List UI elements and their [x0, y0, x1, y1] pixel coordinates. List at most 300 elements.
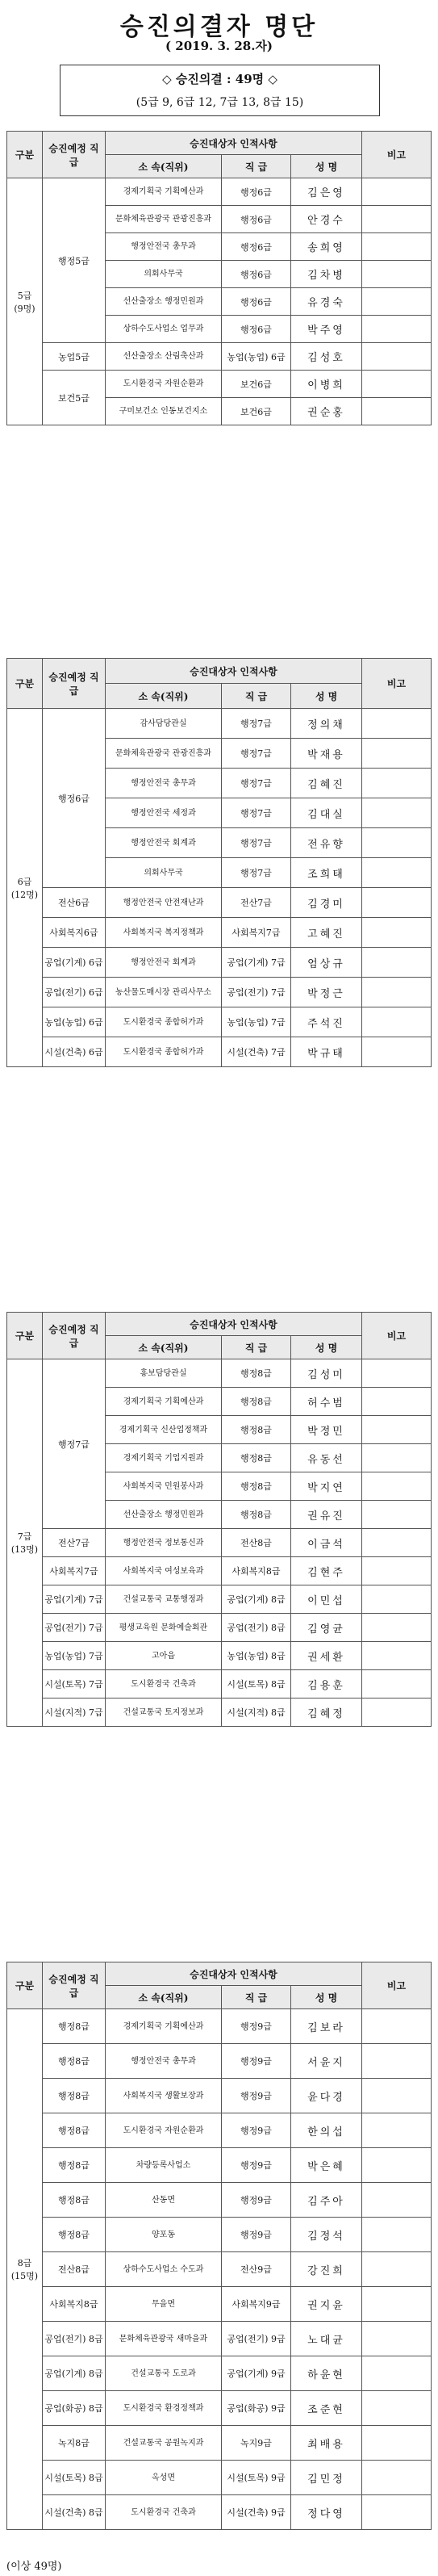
- person-name: 김혜진: [291, 769, 362, 798]
- header-row: [7, 132, 432, 155]
- grade-cell: 행정8급: [222, 1501, 291, 1529]
- dept-cell: 건설교통국 공원녹지과: [106, 2426, 222, 2461]
- table-row: [7, 2183, 432, 2218]
- dept-cell: 양포동: [106, 2218, 222, 2252]
- grade-cell: 농업(농업) 6급: [222, 343, 291, 371]
- date-line: ( 2019. 3. 28.자): [165, 39, 273, 53]
- header-note: 비고: [362, 132, 432, 178]
- header-row: [7, 1313, 432, 1336]
- dept-cell: 행정안전국 세정과: [106, 798, 222, 828]
- grade-cell: 행정7급: [222, 709, 291, 739]
- table-row: [7, 1007, 432, 1037]
- person-name: 전유향: [291, 828, 362, 858]
- table-row: [7, 2322, 432, 2356]
- grade-cell: 행정7급: [222, 769, 291, 798]
- dept-cell: 경제기획국 기업지원과: [106, 1444, 222, 1472]
- grade-cell: 공업(전기) 7급: [222, 978, 291, 1007]
- table-row: [7, 1614, 432, 1642]
- person-name: 강진희: [291, 2252, 362, 2287]
- summary-total: ◇ 승진의결 : 49명 ◇: [162, 72, 277, 86]
- person-name: 김보라: [291, 2009, 362, 2044]
- person-name: 박규태: [291, 1037, 362, 1067]
- header-name: 성 명: [291, 1336, 362, 1359]
- person-name: 김은영: [291, 178, 362, 206]
- header-position: 승진예정 직 급: [43, 1962, 106, 2009]
- dept-cell: 행정안전국 회계과: [106, 948, 222, 978]
- dept-cell: 고아읍: [106, 1642, 222, 1670]
- grade-cell: 공업(전기) 8급: [222, 1614, 291, 1642]
- header-target-info: 승진대상자 인적사항: [106, 132, 362, 155]
- dept-cell: 구미보건소 인동보건지소: [106, 398, 222, 425]
- position-cell: 공업(전기) 6급: [43, 978, 106, 1007]
- grade-cell: 공업(기계) 9급: [222, 2356, 291, 2391]
- position-cell: 공업(전기) 7급: [43, 1614, 106, 1642]
- note-cell: [362, 828, 432, 858]
- person-name: 조희태: [291, 858, 362, 888]
- person-name: 노대균: [291, 2322, 362, 2356]
- dept-cell: 산동면: [106, 2183, 222, 2218]
- header-row: [7, 659, 432, 684]
- header-dept: 소 속(직위): [106, 1986, 222, 2009]
- position-cell: 행정7급: [43, 1359, 106, 1529]
- position-cell: 사회복지8급: [43, 2287, 106, 2322]
- grade-cell: 전산7급: [222, 888, 291, 918]
- dept-cell: 농산물도매시장 관리사무소: [106, 978, 222, 1007]
- position-cell: 전산7급: [43, 1529, 106, 1557]
- position-cell: 농업(농업) 7급: [43, 1642, 106, 1670]
- dept-cell: 홍보담당관실: [106, 1359, 222, 1388]
- header-target-info: 승진대상자 인적사항: [106, 1313, 362, 1336]
- note-cell: [362, 371, 432, 398]
- person-name: 하윤현: [291, 2356, 362, 2391]
- person-name: 김용훈: [291, 1670, 362, 1698]
- position-cell: 행정8급: [43, 2044, 106, 2079]
- header-grade: 직 급: [222, 684, 291, 709]
- person-name: 김경미: [291, 888, 362, 918]
- table-row: [7, 371, 432, 398]
- header-name: 성 명: [291, 155, 362, 178]
- grade-cell: 행정7급: [222, 858, 291, 888]
- note-cell: [362, 1388, 432, 1416]
- grade-cell: 행정9급: [222, 2183, 291, 2218]
- dept-cell: 무을면: [106, 2287, 222, 2322]
- grade-cell: 행정8급: [222, 1472, 291, 1501]
- table-row: [7, 178, 432, 206]
- note-cell: [362, 1698, 432, 1727]
- grade-cell: 농업(농업) 8급: [222, 1642, 291, 1670]
- person-name: 최배용: [291, 2426, 362, 2461]
- grade-cell: 행정7급: [222, 739, 291, 769]
- person-name: 송희영: [291, 233, 362, 261]
- grade-cell: 행정8급: [222, 1388, 291, 1416]
- person-name: 권순홍: [291, 398, 362, 425]
- dept-cell: 건설교통국 토지정보과: [106, 1698, 222, 1727]
- header-row: [7, 1962, 432, 1986]
- grade-cell: 행정8급: [222, 1416, 291, 1444]
- dept-cell: 선산출장소 산림축산과: [106, 343, 222, 371]
- position-cell: 보건5급: [43, 371, 106, 425]
- person-name: 권지윤: [291, 2287, 362, 2322]
- note-cell: [362, 178, 432, 206]
- dept-cell: 경제기획국 기획예산과: [106, 2009, 222, 2044]
- grade-cell: 행정6급: [222, 316, 291, 343]
- grade-cell: 시설(건축) 7급: [222, 1037, 291, 1067]
- footer-note: (이상 49명): [6, 2561, 62, 2573]
- person-name: 김민정: [291, 2461, 362, 2495]
- position-cell: 녹지8급: [43, 2426, 106, 2461]
- table-row: [7, 2356, 432, 2391]
- dept-cell: 행정안전국 회계과: [106, 828, 222, 858]
- dept-cell: 상하수도사업소 업무과: [106, 316, 222, 343]
- grade-cell: 행정9급: [222, 2218, 291, 2252]
- dept-cell: 옥성면: [106, 2461, 222, 2495]
- person-name: 유경숙: [291, 288, 362, 316]
- dept-cell: 선산출장소 행정민원과: [106, 288, 222, 316]
- note-cell: [362, 798, 432, 828]
- note-cell: [362, 709, 432, 739]
- section-table: [6, 1962, 432, 2530]
- note-cell: [362, 206, 432, 233]
- table-row: [7, 2044, 432, 2079]
- header-name: 성 명: [291, 684, 362, 709]
- grade-cell: 사회복지8급: [222, 1557, 291, 1585]
- person-name: 이금석: [291, 1529, 362, 1557]
- grade-cell: 공업(기계) 8급: [222, 1585, 291, 1614]
- position-cell: 사회복지6급: [43, 918, 106, 948]
- table-row: [7, 2079, 432, 2113]
- position-cell: 시설(건축) 6급: [43, 1037, 106, 1067]
- dept-cell: 도시환경국 자원순환과: [106, 371, 222, 398]
- header-dept: 소 속(직위): [106, 1336, 222, 1359]
- position-cell: 시설(건축) 8급: [43, 2495, 106, 2530]
- note-cell: [362, 1416, 432, 1444]
- table-row: [7, 2495, 432, 2530]
- person-name: 김주아: [291, 2183, 362, 2218]
- position-cell: 공업(기계) 6급: [43, 948, 106, 978]
- header-grade: 직 급: [222, 1336, 291, 1359]
- person-name: 주석진: [291, 1007, 362, 1037]
- grade-cell: 행정6급: [222, 288, 291, 316]
- table-row: [7, 1529, 432, 1557]
- grade-cell: 전산8급: [222, 1529, 291, 1557]
- position-cell: 행정8급: [43, 2148, 106, 2183]
- person-name: 김현주: [291, 1557, 362, 1585]
- note-cell: [362, 288, 432, 316]
- dept-cell: 문화체육관광국 관광진흥과: [106, 739, 222, 769]
- grade-cell: 행정6급: [222, 233, 291, 261]
- grade-cell: 시설(지적) 8급: [222, 1698, 291, 1727]
- header-position: 승진예정 직 급: [43, 132, 106, 178]
- dept-cell: 평생교육원 문화예술회관: [106, 1614, 222, 1642]
- person-name: 박주영: [291, 316, 362, 343]
- note-cell: [362, 2356, 432, 2391]
- position-cell: 행정8급: [43, 2218, 106, 2252]
- position-cell: 행정8급: [43, 2113, 106, 2148]
- header-note: 비고: [362, 659, 432, 709]
- person-name: 정의채: [291, 709, 362, 739]
- header-grade: 직 급: [222, 155, 291, 178]
- table-row: [7, 2148, 432, 2183]
- category-cell: 5급 (9명): [7, 178, 43, 425]
- grade-cell: 행정9급: [222, 2009, 291, 2044]
- person-name: 유동선: [291, 1444, 362, 1472]
- note-cell: [362, 2252, 432, 2287]
- header-position: 승진예정 직 급: [43, 659, 106, 709]
- note-cell: [362, 2322, 432, 2356]
- dept-cell: 도시환경국 자원순환과: [106, 2113, 222, 2148]
- dept-cell: 행정안전국 안전재난과: [106, 888, 222, 918]
- dept-cell: 사회복지국 생활보장과: [106, 2079, 222, 2113]
- note-cell: [362, 888, 432, 918]
- person-name: 김성미: [291, 1359, 362, 1388]
- table-row: [7, 343, 432, 371]
- note-cell: [362, 2079, 432, 2113]
- dept-cell: 문화체육관광국 관광진흥과: [106, 206, 222, 233]
- position-cell: 공업(기계) 7급: [43, 1585, 106, 1614]
- table-row: [7, 918, 432, 948]
- dept-cell: 사회복지국 복지정책과: [106, 918, 222, 948]
- dept-cell: 사회복지국 여성보육과: [106, 1557, 222, 1585]
- grade-cell: 행정7급: [222, 798, 291, 828]
- grade-cell: 행정6급: [222, 206, 291, 233]
- table-row: [7, 2252, 432, 2287]
- person-name: 박재용: [291, 739, 362, 769]
- section-table: [6, 658, 432, 1067]
- note-cell: [362, 2183, 432, 2218]
- table-row: [7, 1037, 432, 1067]
- position-cell: 시설(토목) 7급: [43, 1670, 106, 1698]
- dept-cell: 사회복지국 민원봉사과: [106, 1472, 222, 1501]
- note-cell: [362, 1007, 432, 1037]
- grade-cell: 시설(토목) 9급: [222, 2461, 291, 2495]
- table-row: [7, 948, 432, 978]
- grade-cell: 보건6급: [222, 398, 291, 425]
- header-grade: 직 급: [222, 1986, 291, 2009]
- header-category: 구분: [7, 659, 43, 709]
- table-row: [7, 2218, 432, 2252]
- note-cell: [362, 2148, 432, 2183]
- note-cell: [362, 1642, 432, 1670]
- section-table: [6, 131, 432, 425]
- table-row: [7, 1359, 432, 1388]
- grade-cell: 시설(건축) 9급: [222, 2495, 291, 2530]
- person-name: 엄상규: [291, 948, 362, 978]
- grade-cell: 행정9급: [222, 2079, 291, 2113]
- person-name: 박정근: [291, 978, 362, 1007]
- dept-cell: 의회사무국: [106, 858, 222, 888]
- person-name: 김대실: [291, 798, 362, 828]
- person-name: 김영균: [291, 1614, 362, 1642]
- note-cell: [362, 1037, 432, 1067]
- dept-cell: 경제기획국 기획예산과: [106, 178, 222, 206]
- table-row: [7, 978, 432, 1007]
- table-row: [7, 1557, 432, 1585]
- grade-cell: 행정8급: [222, 1359, 291, 1388]
- person-name: 서윤지: [291, 2044, 362, 2079]
- header-name: 성 명: [291, 1986, 362, 2009]
- position-cell: 농업(농업) 6급: [43, 1007, 106, 1037]
- grade-cell: 행정7급: [222, 828, 291, 858]
- grade-cell: 전산9급: [222, 2252, 291, 2287]
- dept-cell: 도시환경국 건축과: [106, 1670, 222, 1698]
- person-name: 김정석: [291, 2218, 362, 2252]
- note-cell: [362, 261, 432, 288]
- note-cell: [362, 1444, 432, 1472]
- header-position: 승진예정 직 급: [43, 1313, 106, 1359]
- table-row: [7, 709, 432, 739]
- table-row: [7, 888, 432, 918]
- note-cell: [362, 918, 432, 948]
- person-name: 이병희: [291, 371, 362, 398]
- note-cell: [362, 1557, 432, 1585]
- person-name: 권세환: [291, 1642, 362, 1670]
- grade-cell: 행정6급: [222, 178, 291, 206]
- dept-cell: 상하수도사업소 수도과: [106, 2252, 222, 2287]
- dept-cell: 도시환경국 종합허가과: [106, 1037, 222, 1067]
- header-dept: 소 속(직위): [106, 684, 222, 709]
- note-cell: [362, 2218, 432, 2252]
- position-cell: 공업(기계) 8급: [43, 2356, 106, 2391]
- note-cell: [362, 2495, 432, 2530]
- table-row: [7, 2461, 432, 2495]
- table-row: [7, 1585, 432, 1614]
- table-row: [7, 2009, 432, 2044]
- dept-cell: 도시환경국 환경정책과: [106, 2391, 222, 2426]
- note-cell: [362, 769, 432, 798]
- note-cell: [362, 316, 432, 343]
- note-cell: [362, 343, 432, 371]
- position-cell: 공업(전기) 8급: [43, 2322, 106, 2356]
- person-name: 김혜정: [291, 1698, 362, 1727]
- person-name: 김차병: [291, 261, 362, 288]
- dept-cell: 문화체육관광국 새마을과: [106, 2322, 222, 2356]
- dept-cell: 감사담당관실: [106, 709, 222, 739]
- note-cell: [362, 233, 432, 261]
- person-name: 박은혜: [291, 2148, 362, 2183]
- header-category: 구분: [7, 1313, 43, 1359]
- person-name: 한의섭: [291, 2113, 362, 2148]
- header-note: 비고: [362, 1313, 432, 1359]
- position-cell: 전산6급: [43, 888, 106, 918]
- grade-cell: 공업(기계) 7급: [222, 948, 291, 978]
- position-cell: 행정8급: [43, 2009, 106, 2044]
- person-name: 허수범: [291, 1388, 362, 1416]
- note-cell: [362, 1585, 432, 1614]
- note-cell: [362, 1501, 432, 1529]
- table-row: [7, 2113, 432, 2148]
- grade-cell: 녹지9급: [222, 2426, 291, 2461]
- note-cell: [362, 2391, 432, 2426]
- header-target-info: 승진대상자 인적사항: [106, 659, 362, 684]
- person-name: 고혜진: [291, 918, 362, 948]
- category-cell: 6급 (12명): [7, 709, 43, 1067]
- dept-cell: 도시환경국 건축과: [106, 2495, 222, 2530]
- header-target-info: 승진대상자 인적사항: [106, 1962, 362, 1986]
- person-name: 박지연: [291, 1472, 362, 1501]
- position-cell: 전산8급: [43, 2252, 106, 2287]
- person-name: 이민섭: [291, 1585, 362, 1614]
- grade-cell: 시설(토목) 8급: [222, 1670, 291, 1698]
- grade-cell: 보건6급: [222, 371, 291, 398]
- grade-cell: 행정8급: [222, 1444, 291, 1472]
- dept-cell: 경제기획국 기획예산과: [106, 1388, 222, 1416]
- table-row: [7, 1698, 432, 1727]
- section-table: [6, 1312, 432, 1727]
- person-name: 안경수: [291, 206, 362, 233]
- dept-cell: 도시환경국 종합허가과: [106, 1007, 222, 1037]
- grade-cell: 행정9급: [222, 2113, 291, 2148]
- note-cell: [362, 2044, 432, 2079]
- person-name: 박정민: [291, 1416, 362, 1444]
- position-cell: 행정5급: [43, 178, 106, 343]
- note-cell: [362, 1359, 432, 1388]
- grade-cell: 사회복지7급: [222, 918, 291, 948]
- dept-cell: 행정안전국 정보통신과: [106, 1529, 222, 1557]
- header-note: 비고: [362, 1962, 432, 2009]
- note-cell: [362, 739, 432, 769]
- grade-cell: 행정9급: [222, 2148, 291, 2183]
- category-cell: 7급 (13명): [7, 1359, 43, 1727]
- note-cell: [362, 1614, 432, 1642]
- position-cell: 행정6급: [43, 709, 106, 888]
- person-name: 조준현: [291, 2391, 362, 2426]
- position-cell: 사회복지7급: [43, 1557, 106, 1585]
- dept-cell: 건설교통국 도로과: [106, 2356, 222, 2391]
- note-cell: [362, 948, 432, 978]
- note-cell: [362, 2426, 432, 2461]
- summary-breakdown: (5급 9, 6급 12, 7급 13, 8급 15): [136, 96, 304, 109]
- header-category: 구분: [7, 1962, 43, 2009]
- note-cell: [362, 398, 432, 425]
- position-cell: 시설(토목) 8급: [43, 2461, 106, 2495]
- note-cell: [362, 2461, 432, 2495]
- dept-cell: 행정안전국 총무과: [106, 769, 222, 798]
- page-title: 승진의결자 명단: [119, 13, 319, 41]
- dept-cell: 경제기획국 신산업정책과: [106, 1416, 222, 1444]
- grade-cell: 사회복지9급: [222, 2287, 291, 2322]
- note-cell: [362, 2113, 432, 2148]
- dept-cell: 차량등록사업소: [106, 2148, 222, 2183]
- person-name: 권유진: [291, 1501, 362, 1529]
- person-name: 정다영: [291, 2495, 362, 2530]
- table-row: [7, 1670, 432, 1698]
- position-cell: 공업(화공) 8급: [43, 2391, 106, 2426]
- dept-cell: 행정안전국 총무과: [106, 233, 222, 261]
- note-cell: [362, 1529, 432, 1557]
- position-cell: 행정8급: [43, 2183, 106, 2218]
- grade-cell: 공업(화공) 9급: [222, 2391, 291, 2426]
- dept-cell: 선산출장소 행정민원과: [106, 1501, 222, 1529]
- dept-cell: 의회사무국: [106, 261, 222, 288]
- header-dept: 소 속(직위): [106, 155, 222, 178]
- grade-cell: 행정6급: [222, 261, 291, 288]
- note-cell: [362, 1670, 432, 1698]
- table-row: [7, 1642, 432, 1670]
- summary-box: [60, 65, 380, 116]
- table-row: [7, 2391, 432, 2426]
- position-cell: 시설(지적) 7급: [43, 1698, 106, 1727]
- grade-cell: 공업(전기) 9급: [222, 2322, 291, 2356]
- category-cell: 8급 (15명): [7, 2009, 43, 2530]
- header-category: 구분: [7, 132, 43, 178]
- dept-cell: 행정안전국 총무과: [106, 2044, 222, 2079]
- note-cell: [362, 2287, 432, 2322]
- note-cell: [362, 1472, 432, 1501]
- dept-cell: 건설교통국 교통행정과: [106, 1585, 222, 1614]
- position-cell: 농업5급: [43, 343, 106, 371]
- grade-cell: 농업(농업) 7급: [222, 1007, 291, 1037]
- table-row: [7, 2426, 432, 2461]
